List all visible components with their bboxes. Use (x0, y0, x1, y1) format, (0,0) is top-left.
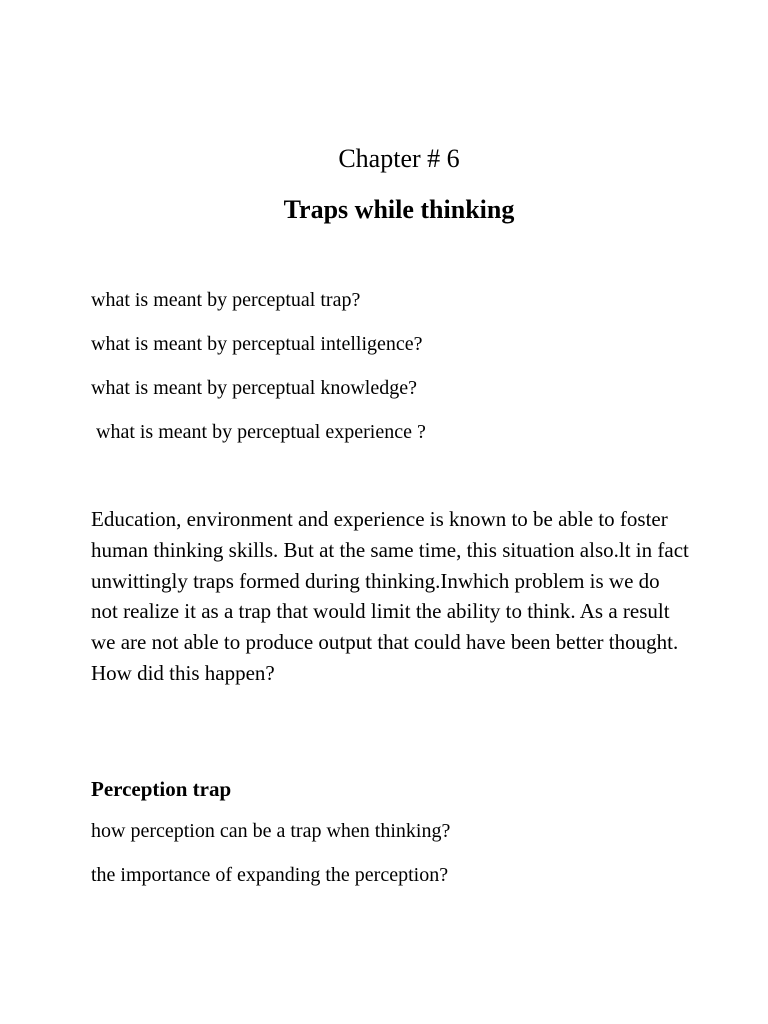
question-item: what is meant by perceptual experience ? (91, 421, 426, 443)
section-question-item: how perception can be a trap when thinking? (91, 820, 451, 842)
section-question-list (91, 817, 711, 905)
chapter-number: Chapter # 6 (338, 144, 460, 173)
question-item: what is meant by perceptual intelligence? (91, 333, 423, 355)
section-question-item: the importance of expanding the perception? (91, 864, 449, 886)
section-heading: Perception trap (91, 777, 232, 801)
question-item: what is meant by perceptual knowledge? (91, 377, 417, 399)
question-list (91, 286, 711, 462)
body-paragraph: Education, environment and experience is known to be able to foster human thinking skills. But at the same time, this situation also.lt in fact unwittingly traps formed during thinking.Inwhich problem is we do not realize it as a trap that would limit the ability to think. As a result we are not able to produce output that could have been better thought. How did this happen? (91, 507, 689, 685)
question-item: what is meant by perceptual trap? (91, 289, 361, 311)
chapter-title: Traps while thinking (283, 195, 515, 224)
